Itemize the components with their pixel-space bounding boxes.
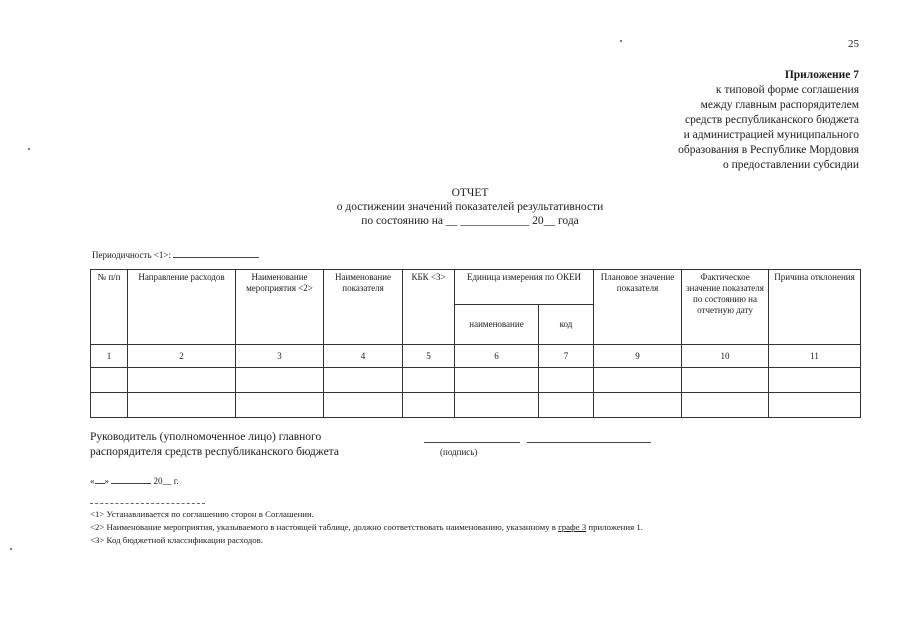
annex-heading: Приложение 7 <box>784 69 859 81</box>
month-blank[interactable] <box>111 475 151 484</box>
col-header-planned: Плановое значение показателя <box>594 270 682 345</box>
report-title <box>250 186 690 228</box>
table-cell[interactable] <box>324 393 403 418</box>
table-cell[interactable] <box>91 368 128 393</box>
table-row[interactable] <box>91 393 861 418</box>
periodicity-field <box>92 249 259 260</box>
signature-blank[interactable] <box>424 442 520 443</box>
col-number: 1 <box>91 345 128 368</box>
col-number: 9 <box>594 345 682 368</box>
signature-line-1: Руководитель (уполномоченное лицо) главного <box>90 431 322 443</box>
col-number: 6 <box>455 345 539 368</box>
col-header-unit-code: код <box>539 305 594 345</box>
annex-line: между главным распорядителем <box>700 99 859 111</box>
table-cell[interactable] <box>236 368 324 393</box>
col-number: 7 <box>539 345 594 368</box>
signature-label <box>90 430 339 460</box>
name-blank[interactable] <box>527 442 651 443</box>
signature-line-2: распорядителя средств республиканского бюджета <box>90 446 339 458</box>
table-cell[interactable] <box>539 368 594 393</box>
table-cell[interactable] <box>403 368 455 393</box>
col-number: 2 <box>128 345 236 368</box>
report-subtitle: о достижении значений показателей результативности <box>336 201 604 213</box>
table-row[interactable] <box>91 368 861 393</box>
col-header-unit-name: наименование <box>455 305 539 345</box>
table-cell[interactable] <box>403 393 455 418</box>
annex-line: к типовой форме соглашения <box>715 84 859 96</box>
annex-line: средств республиканского бюджета <box>684 114 859 126</box>
table-cell[interactable] <box>682 393 769 418</box>
day-blank[interactable] <box>95 475 105 484</box>
footnotes <box>90 508 643 547</box>
scan-speck <box>28 148 30 150</box>
table-cell[interactable] <box>455 393 539 418</box>
col-header-indicator: Наименование показателя <box>324 270 403 345</box>
col-header-no: № п/п <box>91 270 128 345</box>
date-close-quote: » <box>104 476 109 486</box>
date-year: 20__ г. <box>153 476 179 486</box>
column-number-row <box>91 345 861 368</box>
annex-line: о предоставлении субсидии <box>722 159 859 171</box>
col-number: 4 <box>324 345 403 368</box>
report-title-main: ОТЧЕТ <box>451 187 489 199</box>
signature-caption: (подпись) <box>440 447 478 457</box>
footnote-separator <box>90 503 205 504</box>
footnote-2-text: <2> Наименование мероприятия, указываемого в настоящей таблице, должно соответствовать наименованию, указанному в <box>90 522 559 532</box>
footnote-2-link[interactable]: графе 3 <box>558 522 587 532</box>
col-header-kbk: КБК <3> <box>403 270 455 345</box>
col-number: 3 <box>236 345 324 368</box>
table-cell[interactable] <box>236 393 324 418</box>
col-header-direction: Направление расходов <box>128 270 236 345</box>
scan-speck <box>620 40 622 42</box>
header-row <box>91 270 861 305</box>
table-cell[interactable] <box>539 393 594 418</box>
footnote-1: <1> Устанавливается по соглашению сторон в Соглашении. <box>90 509 314 519</box>
table-cell[interactable] <box>594 368 682 393</box>
periodicity-label: Периодичность <1>: <box>92 250 171 260</box>
footnote-3: <3> Код бюджетной классификации расходов. <box>90 535 263 545</box>
table-cell[interactable] <box>769 368 861 393</box>
date-open-quote: « <box>90 476 95 486</box>
annex-line: образования в Республике Мордовия <box>678 144 859 156</box>
col-header-reason: Причина отклонения <box>769 270 861 345</box>
table-cell[interactable] <box>128 368 236 393</box>
table-cell[interactable] <box>594 393 682 418</box>
col-number: 5 <box>403 345 455 368</box>
periodicity-blank[interactable] <box>173 249 259 258</box>
col-header-actual: Фактическое значение показателя по состоянию на отчетную дату <box>682 270 769 345</box>
scan-speck <box>10 548 12 550</box>
table-cell[interactable] <box>324 368 403 393</box>
footnote-2-tail: приложения 1. <box>586 522 643 532</box>
table-cell[interactable] <box>769 393 861 418</box>
annex-block <box>599 68 859 173</box>
col-header-unit: Единица измерения по ОКЕИ <box>455 270 594 305</box>
date-field <box>90 475 179 486</box>
footnote-2 <box>90 521 643 534</box>
annex-line: и администрацией муниципального <box>683 129 859 141</box>
table-cell[interactable] <box>682 368 769 393</box>
table-cell[interactable] <box>455 368 539 393</box>
table-cell[interactable] <box>91 393 128 418</box>
report-date-line: по состоянию на __ ____________ 20__ года <box>361 215 579 227</box>
col-number: 10 <box>682 345 769 368</box>
col-number: 11 <box>769 345 861 368</box>
page-number: 25 <box>848 38 859 50</box>
table-cell[interactable] <box>128 393 236 418</box>
col-header-event: Наименование мероприятия <2> <box>236 270 324 345</box>
report-table <box>90 269 861 418</box>
